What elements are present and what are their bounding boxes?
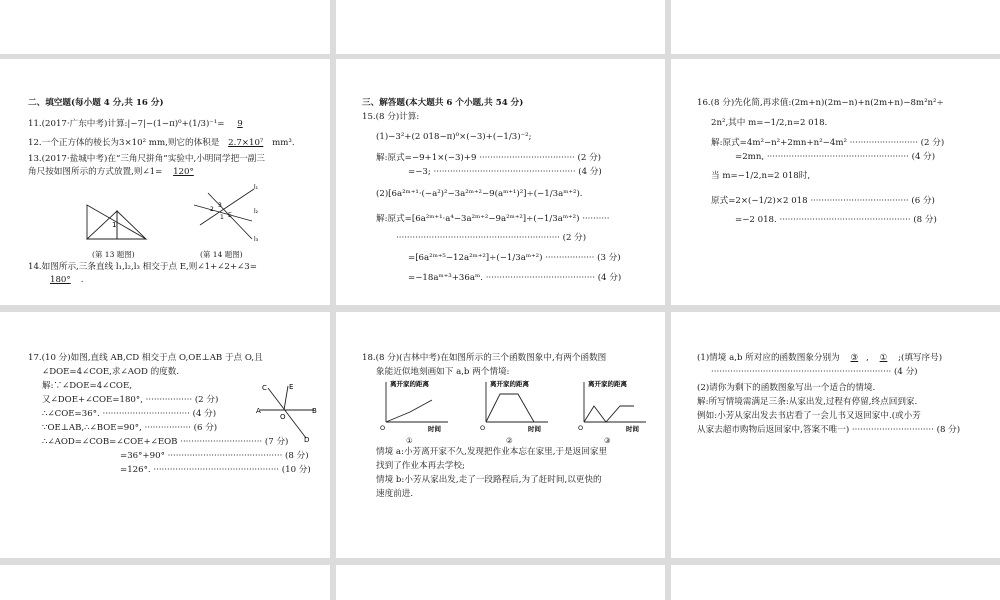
graph-2-number: ②: [506, 436, 513, 445]
q18-part1-score: ·································································· (4 分): [711, 367, 918, 377]
page-solutions-16: [671, 59, 1000, 305]
q15-line3: =−3; ···················································· (4 分): [408, 167, 602, 177]
page-top-middle: [336, 0, 665, 54]
q15-line2: 解:原式=−9+1×(−3)+9 ··································· (2 分): [376, 153, 602, 163]
q16-line3: 解:原式=4m²−n²+2mn+n²−4m² ························· (2 分): [711, 138, 945, 148]
q18-line6: 速度前进.: [376, 489, 414, 499]
fig14-label-l1: l₁: [254, 184, 259, 191]
q15-line7: =[6a²ᵐ⁺⁵−12a²ᵐ⁺²]÷(−1/3aᵐ⁺²) ·················· (3 分): [408, 253, 621, 263]
q15-line1: (1)−3²+(2 018−π)⁰×(−3)+(−1/3)⁻²;: [376, 132, 532, 142]
page-solutions-18-cont: [671, 312, 1000, 558]
q17-line3: 解:∵∠DOE=4∠COE,: [42, 381, 132, 391]
q17-line5: ∴∠COE=36°. ································ (4 分): [42, 409, 217, 419]
q18-part2-line2: 例如:小芳从家出发去书店看了一会儿书又返回家中.(或小芳: [697, 411, 921, 421]
q15-line8: =−18aᵐ⁺³+36aᵐ. ········································ (4 分): [408, 273, 622, 283]
fig17-label-O: O: [280, 413, 286, 421]
question-11: 11.(2017·广东中考)计算:|−7|−(1−π)⁰+(1/3)⁻¹= 9: [28, 119, 253, 130]
question-14-line1: 14.如图所示,三条直线 l₁,l₂,l₃ 相交于点 E,则∠1+∠2+∠3=: [28, 262, 257, 272]
question-13-line2: 角尺按如图所示的方式放置,则∠1= 120°: [28, 167, 202, 178]
answer-11: 9: [237, 119, 243, 129]
q18-line4: 找到了作业本再去学校;: [376, 461, 465, 471]
q15-line6: ···························································· (2 分): [396, 233, 587, 243]
q18-part2-line3: 从家去超市购物后返回家中,答案不唯一) ······························ (8 分): [697, 425, 961, 435]
q17-line9: =126°. ·············································· (10 分): [120, 465, 311, 475]
fig14-label-1: 1: [220, 214, 224, 221]
q17-line4: 又∠DOE+∠COE=180°, ················· (2 分): [42, 395, 219, 405]
q16-line5: 当 m=−1/2,n=2 018时,: [711, 171, 811, 181]
fig17-label-C: C: [262, 384, 267, 392]
fig17-label-B: B: [312, 407, 317, 415]
page-top-left: [0, 0, 330, 54]
figure-13-caption: (第 13 题图): [92, 250, 135, 259]
graph-1-origin: O: [380, 424, 386, 432]
q18-part2-line1: 解:所写情境需满足三条:从家出发,过程有停留,终点回到家.: [697, 397, 918, 407]
page-bottom-middle: [336, 565, 665, 600]
page-solutions-18: [336, 312, 665, 558]
answer-12: 2.7×10⁷: [228, 138, 264, 148]
graph-3-xlabel: 时间: [626, 425, 639, 433]
graph-3: [576, 378, 652, 434]
fig14-label-l3: l₃: [254, 236, 259, 243]
answer-b: ①: [879, 353, 888, 363]
q16-line1: 16.(8 分)先化简,再求值:(2m+n)(2m−n)+n(2m+n)−8m²n²÷: [697, 98, 944, 108]
figure-17-lines: [256, 382, 320, 444]
section-title: 三、解答题(本大题共 6 个小题,共 54 分): [362, 98, 524, 108]
page-fill-in-blank: [0, 59, 330, 305]
q17-line8: =36°+90° ·········································· (8 分): [120, 451, 309, 461]
fig14-label-2: 2: [210, 206, 214, 213]
question-14-line2: 180° .: [40, 275, 83, 286]
fig17-label-E: E: [289, 383, 294, 391]
page-solutions-15: [336, 59, 665, 305]
question-15: 15.(8 分)计算:: [362, 112, 420, 122]
answer-a: ③: [850, 353, 859, 363]
figure-14-caption: (第 14 题图): [200, 250, 243, 259]
graph-1-xlabel: 时间: [428, 425, 441, 433]
page-solutions-17: [0, 312, 330, 558]
answer-14: 180°: [50, 275, 71, 285]
figure-13-triangles: [82, 187, 160, 245]
q16-line2: 2n²,其中 m=−1/2,n=2 018.: [711, 118, 828, 128]
q18-line2: 象能近似地刻画如下 a,b 两个情境:: [376, 367, 510, 377]
fig17-label-D: D: [304, 436, 310, 444]
page-bottom-left: [0, 565, 330, 600]
graph-1-number: ①: [406, 436, 413, 445]
q17-line2: ∠DOE=4∠COE,求∠AOD 的度数.: [42, 367, 180, 377]
fig14-label-3: 3: [218, 202, 222, 209]
q15-line5: 解:原式=[6a²ᵐ⁺¹·a⁴−3a²ᵐ⁺²−9a²ᵐ⁺²]÷(−1/3aᵐ⁺²) ··········: [376, 214, 610, 224]
q17-line1: 17.(10 分)如图,直线 AB,CD 相交于点 O,OE⊥AB 于点 O,且: [28, 353, 263, 363]
graph-2-origin: O: [480, 424, 486, 432]
q16-line4: =2mn, ···················································· (4 分): [735, 152, 936, 162]
q18-line3: 情境 a:小芳离开家不久,发现把作业本忘在家里,于是返回家里: [376, 447, 608, 457]
page-bottom-right: [671, 565, 1000, 600]
q15-line4: (2)[6a²ᵐ⁺¹·(−a²)²−3a²ᵐ⁺²−9(aᵐ⁺¹)²]÷(−1/3aᵐ⁺²).: [376, 189, 583, 199]
graph-2-ylabel: 离开家的距离: [490, 380, 529, 388]
q17-line6: ∵OE⊥AB,∴∠BOE=90°, ················· (6 分): [42, 423, 218, 433]
graph-1-ylabel: 离开家的距离: [390, 380, 429, 388]
question-13-line1: 13.(2017·盐城中考)在“三角尺拼角”实验中,小明同学把一副三: [28, 154, 265, 164]
graph-2-xlabel: 时间: [528, 425, 541, 433]
page-top-right: [671, 0, 1000, 54]
q16-line6: 原式=2×(−1/2)×2 018 ···································· (6 分): [711, 196, 935, 206]
figure-14-lines: [190, 179, 270, 245]
figure-13-label-1: 1: [112, 221, 117, 229]
q18-part1: (1)情境 a,b 所对应的函数图象分别为 ③ , ① ;(填写序号): [697, 353, 943, 363]
graph-3-origin: O: [578, 424, 584, 432]
fig17-label-A: A: [256, 407, 261, 415]
section-title: 二、填空题(每小题 4 分,共 16 分): [28, 98, 164, 108]
graph-3-ylabel: 离开家的距离: [588, 380, 627, 388]
graph-3-number: ③: [604, 436, 611, 445]
q18-line5: 情境 b:小芳从家出发,走了一段路程后,为了赶时间,以更快的: [376, 475, 602, 485]
question-12: 12.一个正方体的棱长为3×10² mm,则它的体积是 2.7×10⁷ mm³.: [28, 138, 295, 148]
q16-line7: =−2 018. ················································ (8 分): [735, 215, 937, 225]
answer-13: 120°: [173, 167, 194, 177]
graph-1: [378, 378, 454, 434]
fig14-label-E: E: [228, 212, 232, 219]
q18-part2: (2)请你为剩下的函数图象写出一个适合的情境.: [697, 383, 876, 393]
q18-line1: 18.(8 分)(吉林中考)在如图所示的三个函数图象中,有两个函数图: [362, 353, 607, 363]
q17-line7: ∴∠AOD=∠COB=∠COE+∠EOB ······························ (7 分): [42, 437, 289, 447]
fig14-label-l2: l₂: [254, 208, 259, 215]
graph-2: [478, 378, 554, 434]
